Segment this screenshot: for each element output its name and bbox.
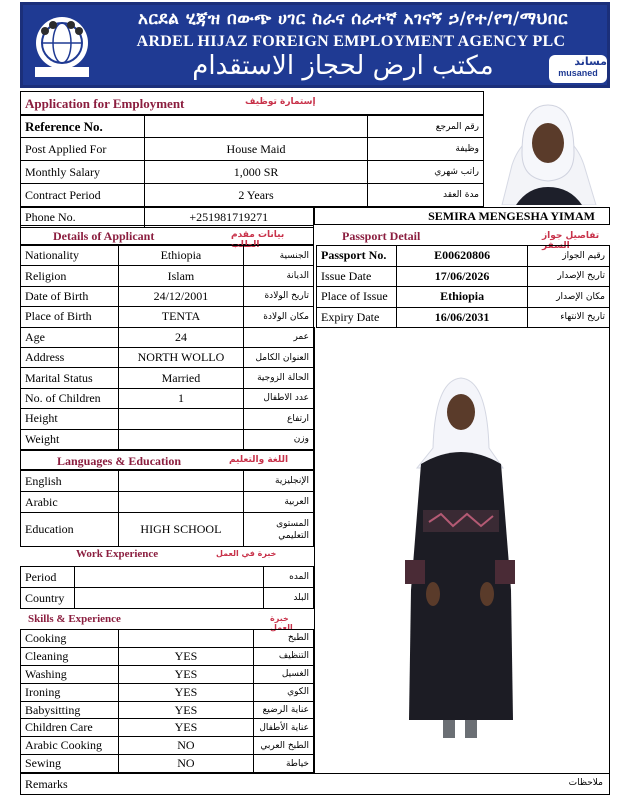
skill-row-value: YES <box>118 719 253 737</box>
job-label: Monthly Salary <box>21 161 145 184</box>
job-value: 2 Years <box>144 184 367 207</box>
remarks-row <box>20 773 610 795</box>
work-row <box>21 588 314 609</box>
details-title-row <box>20 225 314 250</box>
job-row <box>21 116 484 138</box>
agency-logo-icon <box>27 11 97 81</box>
detail-row-label: Address <box>21 347 119 367</box>
work-title-row <box>20 546 314 564</box>
detail-row-label-ar: الديانة <box>244 266 314 286</box>
job-label-ar: وظيفة <box>368 138 484 161</box>
detail-row-label: Marital Status <box>21 368 119 388</box>
passport-table <box>316 245 610 328</box>
photo-frame <box>314 327 610 773</box>
language-row <box>21 471 314 492</box>
detail-row <box>21 409 314 429</box>
job-value: 1,000 SR <box>144 161 367 184</box>
passport-row-value: 16/06/2031 <box>396 307 527 328</box>
language-value <box>118 492 244 513</box>
detail-row-label-ar: مكان الولادة <box>244 307 314 327</box>
passport-row-label-ar: تاريخ الانتهاء <box>528 307 610 328</box>
work-title: Work Experience <box>76 548 159 560</box>
languages-table <box>20 470 314 547</box>
passport-row <box>317 266 610 287</box>
language-label-ar: العربية <box>244 492 314 513</box>
detail-row-value: NORTH WOLLO <box>118 347 243 367</box>
detail-row-label: Weight <box>21 429 119 449</box>
language-label: English <box>21 471 119 492</box>
job-label: Reference No. <box>21 116 145 138</box>
skill-row-label-ar: خياطة <box>254 755 314 773</box>
skill-row-value: YES <box>118 647 253 665</box>
skill-row <box>21 719 314 737</box>
education-row <box>21 513 314 547</box>
musaned-logo <box>549 55 607 83</box>
skill-row-value: NO <box>118 755 253 773</box>
detail-row-value <box>118 429 243 449</box>
detail-row-value: TENTA <box>118 307 243 327</box>
detail-row-label-ar: وزن <box>244 429 314 449</box>
work-value <box>74 567 263 588</box>
detail-row <box>21 429 314 449</box>
skill-row <box>21 630 314 648</box>
skill-row-value <box>118 630 253 648</box>
skill-row-label: Children Care <box>21 719 119 737</box>
detail-row-label: Height <box>21 409 119 429</box>
skill-row-label-ar: الغسيل <box>254 665 314 683</box>
job-row <box>21 138 484 161</box>
passport-row-value: 17/06/2026 <box>396 266 527 287</box>
language-label: Arabic <box>21 492 119 513</box>
skill-row-label: Cooking <box>21 630 119 648</box>
job-table <box>20 115 484 207</box>
language-value <box>118 471 244 492</box>
detail-row <box>21 307 314 327</box>
detail-row-value: Islam <box>118 266 243 286</box>
phone-label: Phone No. <box>21 208 145 228</box>
detail-row-label-ar: العنوان الكامل <box>244 347 314 367</box>
applicant-head-photo <box>488 95 610 205</box>
passport-row-label: Expiry Date <box>317 307 397 328</box>
detail-row-label: No. of Children <box>21 388 119 408</box>
application-title-row <box>20 91 484 115</box>
job-value: House Maid <box>144 138 367 161</box>
passport-row-value: Ethiopia <box>396 287 527 308</box>
detail-row-label: Place of Birth <box>21 307 119 327</box>
languages-title: Languages & Education <box>57 454 182 468</box>
detail-row-label-ar: الحالة الزوجية <box>244 368 314 388</box>
education-value: HIGH SCHOOL <box>118 513 244 547</box>
passport-row-label-ar: تاريخ الإصدار <box>528 266 610 287</box>
work-label: Period <box>21 567 75 588</box>
work-label-ar: المده <box>264 567 314 588</box>
detail-row-value: Married <box>118 368 243 388</box>
detail-row <box>21 286 314 306</box>
passport-row-label-ar: مكان الإصدار <box>528 287 610 308</box>
passport-row <box>317 307 610 328</box>
job-label-ar: مدة العقد <box>368 184 484 207</box>
header-arabic: مكتب ارض لحجاز الاستقدام <box>192 51 494 81</box>
header-amharic: አርደል ሂጃዝ በውጭ ሀገር ስራና ሰራተኛ አገናኝ ኃ/የተ/የግ/ማህበር <box>138 9 568 29</box>
detail-row-value <box>118 409 243 429</box>
skill-row-value: YES <box>118 683 253 701</box>
skill-row-label: Cleaning <box>21 647 119 665</box>
musaned-en: musaned <box>558 68 598 78</box>
skill-row-label-ar: الطبخ <box>254 630 314 648</box>
detail-row-value: 24 <box>118 327 243 347</box>
language-row <box>21 492 314 513</box>
remarks-label: Remarks <box>25 777 68 791</box>
application-title-ar: إستمارة توظيف <box>245 97 316 107</box>
passport-title-ar: تفاصيل جواز السفر <box>542 231 600 251</box>
header-english: ARDEL HIJAZ FOREIGN EMPLOYMENT AGENCY PLC <box>136 33 566 50</box>
agency-banner <box>20 2 610 88</box>
passport-row-label: Issue Date <box>317 266 397 287</box>
skill-row-label-ar: الطبخ العربي <box>254 737 314 755</box>
detail-row-label-ar: تاريخ الولادة <box>244 286 314 306</box>
work-label-ar: البلد <box>264 588 314 609</box>
skill-row-value: YES <box>118 701 253 719</box>
job-label: Post Applied For <box>21 138 145 161</box>
head-photo-image <box>488 95 610 205</box>
skill-row-value: YES <box>118 665 253 683</box>
detail-row-label-ar: عمر <box>244 327 314 347</box>
skill-row <box>21 755 314 773</box>
detail-row <box>21 347 314 367</box>
musaned-ar: مساند <box>574 55 607 68</box>
passport-row-label: Place of Issue <box>317 287 397 308</box>
education-label-ar: المستوى التعليمي <box>244 513 314 547</box>
applicant-name: SEMIRA MENGESHA YIMAM <box>314 207 610 225</box>
detail-row-value: 1 <box>118 388 243 408</box>
detail-row-label: Age <box>21 327 119 347</box>
job-label-ar: رقم المرجع <box>368 116 484 138</box>
skill-row <box>21 665 314 683</box>
skill-row <box>21 737 314 755</box>
skill-row-label: Washing <box>21 665 119 683</box>
detail-row-label-ar: ارتفاع <box>244 409 314 429</box>
job-value <box>144 116 367 138</box>
skills-title-ar: خبرة العمل <box>270 614 293 632</box>
skill-row-label-ar: الكوي <box>254 683 314 701</box>
detail-row-label: Date of Birth <box>21 286 119 306</box>
skills-table <box>20 629 314 773</box>
passport-row-label: Passport No. <box>317 246 397 267</box>
skill-row-label: Arabic Cooking <box>21 737 119 755</box>
job-label: Contract Period <box>21 184 145 207</box>
detail-row <box>21 327 314 347</box>
detail-row-value: Ethiopia <box>118 246 243 266</box>
skill-row-label: Sewing <box>21 755 119 773</box>
skills-title: Skills & Experience <box>28 613 121 625</box>
job-row <box>21 161 484 184</box>
languages-title-row <box>20 450 314 470</box>
skill-row <box>21 647 314 665</box>
work-label: Country <box>21 588 75 609</box>
work-table <box>20 566 314 609</box>
skill-row-label-ar: التنظيف <box>254 647 314 665</box>
application-title: Application for Employment <box>25 96 185 111</box>
job-label-ar: راتب شهري <box>368 161 484 184</box>
passport-title-row <box>316 227 610 251</box>
details-table <box>20 245 314 450</box>
details-title: Details of Applicant <box>53 229 155 243</box>
detail-row-label: Nationality <box>21 246 119 266</box>
education-label: Education <box>21 513 119 547</box>
skill-row-label: Ironing <box>21 683 119 701</box>
skill-row-label: Babysitting <box>21 701 119 719</box>
languages-title-ar: اللغة والتعليم <box>229 455 289 465</box>
language-label-ar: الإنجليزية <box>244 471 314 492</box>
job-row <box>21 184 484 207</box>
passport-row-label-ar: رقيم الجواز <box>528 246 610 267</box>
passport-row <box>317 246 610 267</box>
remarks-label-ar: ملاحظات <box>568 778 603 788</box>
skill-row-label-ar: عناية الرضيع <box>254 701 314 719</box>
detail-row <box>21 368 314 388</box>
passport-row <box>317 287 610 308</box>
detail-row-value: 24/12/2001 <box>118 286 243 306</box>
detail-row <box>21 388 314 408</box>
skill-row-label-ar: عناية الأطفال <box>254 719 314 737</box>
details-title-ar: بيانات مقدم الطلب <box>231 230 285 250</box>
skill-row-value: NO <box>118 737 253 755</box>
skill-row <box>21 701 314 719</box>
detail-row-label-ar: الجنسية <box>244 246 314 266</box>
detail-row-label: Religion <box>21 266 119 286</box>
skills-title-row <box>20 611 314 632</box>
detail-row-label-ar: عدد الاطفال <box>244 388 314 408</box>
skill-row <box>21 683 314 701</box>
work-row <box>21 567 314 588</box>
work-title-ar: خبرة في العمل <box>216 549 277 558</box>
work-value <box>74 588 263 609</box>
passport-title: Passport Detail <box>342 229 421 243</box>
phone-value: +251981719271 <box>144 208 313 228</box>
detail-row <box>21 266 314 286</box>
passport-row-value: E00620806 <box>396 246 527 267</box>
detail-row <box>21 246 314 266</box>
